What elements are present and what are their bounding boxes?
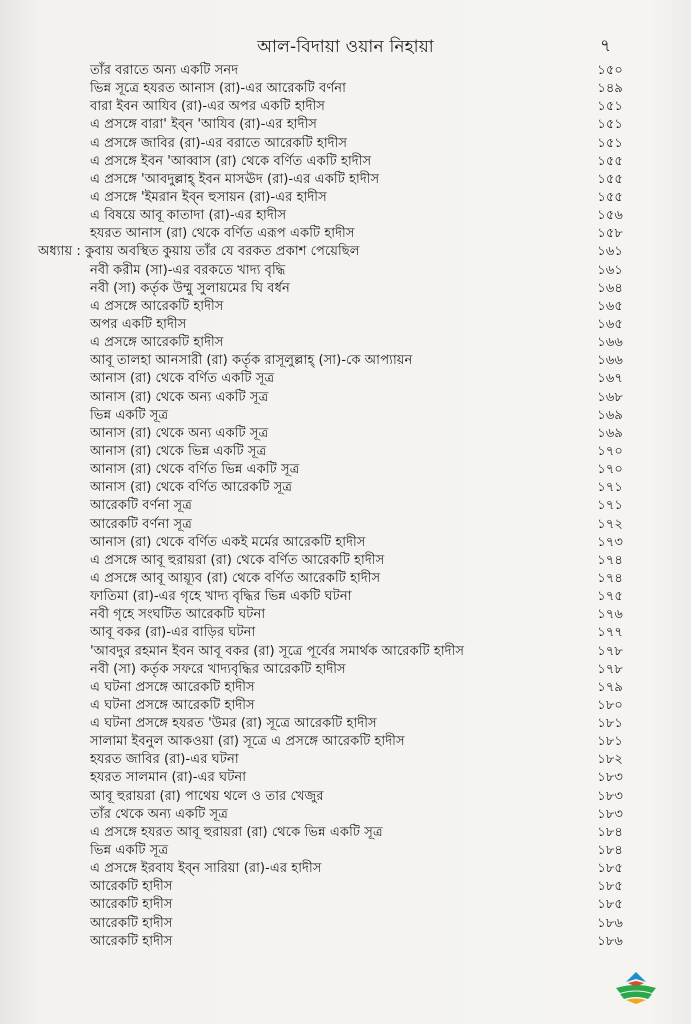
running-header-title: আল-বিদায়া ওয়ান নিহায়া xyxy=(257,37,434,57)
toc-page-number: ১৮৫ xyxy=(597,879,623,895)
toc-page-number: ১৭৪ xyxy=(597,570,623,586)
toc-page-number: ১৮৩ xyxy=(597,788,623,804)
toc-row xyxy=(38,733,623,751)
toc-row xyxy=(38,588,623,606)
toc-entry-title: আনাস (রা) থেকে বর্ণিত ভিন্ন একটি সূত্র xyxy=(90,462,300,478)
toc-row xyxy=(38,552,623,570)
toc-page-number: ১৫০ xyxy=(597,63,623,78)
toc-page-number: ১৬৭ xyxy=(597,371,623,387)
toc-page-number: ১৭৩ xyxy=(597,534,623,550)
toc-row xyxy=(38,425,623,443)
toc-page-number: ১৭৪ xyxy=(597,552,623,568)
toc-page-number: ১৮১ xyxy=(597,716,623,732)
toc-row xyxy=(38,751,623,769)
toc-entry-title: আনাস (রা) থেকে অন্য একটি সূত্র xyxy=(90,389,269,405)
chapter-label: অধ্যায় : xyxy=(38,244,81,260)
toc-page-number: ১৬৫ xyxy=(597,298,623,314)
toc-page-number: ১৫৫ xyxy=(597,171,623,187)
toc-row xyxy=(38,298,623,316)
toc-page-number: ১৭৬ xyxy=(597,607,623,623)
toc-entry-title: এ ঘটনা প্রসঙ্গে হযরত 'উমর (রা) সূত্রে আরেকটি হাদীস xyxy=(90,716,377,732)
toc-entry-title: এ ঘটনা প্রসঙ্গে আরেকটি হাদীস xyxy=(90,679,255,695)
toc-row xyxy=(38,915,623,933)
toc-page-number: ১৮০ xyxy=(597,697,623,713)
toc-row xyxy=(38,769,623,787)
toc-row xyxy=(38,98,623,116)
toc-row xyxy=(38,407,623,425)
toc-row xyxy=(38,389,623,407)
toc-entry-title: আরেকটি বর্ণনা সূত্র xyxy=(90,498,192,514)
toc-entry-title: আরেকটি হাদীস xyxy=(90,897,173,913)
toc-row xyxy=(38,171,623,189)
toc-entry-title: আবূ বকর (রা)-এর বাড়ির ঘটনা xyxy=(90,625,256,641)
toc-row xyxy=(38,824,623,842)
toc-entry-title: আনাস (রা) থেকে বর্ণিত একটি সূত্র xyxy=(90,371,275,387)
chapter-title: কুবায় অবস্থিত কুয়ায় তাঁর যে বরকত প্রকাশ পেয়েছিল xyxy=(85,244,360,260)
toc-row xyxy=(38,62,623,80)
toc-row xyxy=(38,135,623,153)
toc-entry-title: হযরত আনাস (রা) থেকে বর্ণিত এরূপ একটি হাদীস xyxy=(90,226,355,242)
toc-page-number: ১৭০ xyxy=(597,443,623,459)
toc-entry-title: নবী করীম (সা)-এর বরকতে খাদ্য বৃদ্ধি xyxy=(90,262,286,278)
toc-page-number: ১৭৯ xyxy=(597,679,623,695)
toc-row xyxy=(38,352,623,370)
toc-entry-title: এ প্রসঙ্গে 'ইমরান ইব্‌ন হুসায়ন (রা)-এর হাদীস xyxy=(90,189,327,205)
toc-entry-title: নবী (সা) কর্তৃক সফরে খাদ্যবৃদ্ধির আরেকটি হাদীস xyxy=(90,661,346,677)
toc-entry-title xyxy=(38,243,360,261)
toc-page-number: ১৭১ xyxy=(597,480,623,496)
toc-page-number: ১৮৬ xyxy=(597,915,623,931)
toc-page-number: ১৭২ xyxy=(597,516,623,532)
toc-page-number: ১৭১ xyxy=(597,498,623,514)
toc-page-number: ১৮৩ xyxy=(597,806,623,822)
toc-page-number: ১৬৫ xyxy=(597,316,623,332)
toc-page-number: ১৮৩ xyxy=(597,770,623,786)
toc-entry-title: এ বিষয়ে আবূ কাতাদা (রা)-এর হাদীস xyxy=(90,208,287,224)
toc-page-number: ১৬৬ xyxy=(597,353,623,369)
toc-entry-title: 'আবদুর রহমান ইবন আবূ বকর (রা) সূত্রে পূর্বের সমার্থক আরেকটি হাদীস xyxy=(90,643,465,659)
toc-page-number: ১৬৯ xyxy=(597,407,623,423)
toc-entry-title: এ প্রসঙ্গে আরেকটি হাদীস xyxy=(90,335,224,351)
toc-entry-title: নবী গৃহে সংঘটিত আরেকটি ঘটনা xyxy=(90,607,266,623)
toc-chapter-row xyxy=(38,243,623,261)
toc-row xyxy=(38,207,623,225)
toc-entry-title: আনাস (রা) থেকে অন্য একটি সূত্র xyxy=(90,425,269,441)
toc-entry-title: ভিন্ন একটি সূত্র xyxy=(90,407,169,423)
toc-page-number: ১৬৮ xyxy=(597,389,623,405)
toc-entry-title: আরেকটি হাদীস xyxy=(90,915,173,931)
toc-entry-title: আরেকটি বর্ণনা সূত্র xyxy=(90,516,192,532)
toc-entry-title: ফাতিমা (রা)-এর গৃহে খাদ্য বৃদ্ধির ভিন্ন একটি ঘটনা xyxy=(90,589,352,605)
toc-entry-title: এ প্রসঙ্গে হযরত আবূ হুরায়রা (রা) থেকে ভিন্ন একটি সূত্র xyxy=(90,824,383,840)
toc-page-number: ১৫৬ xyxy=(597,208,623,224)
toc-page-number: ১৮৫ xyxy=(597,897,623,913)
toc-page-number: ১৬৪ xyxy=(597,280,623,296)
publisher-logo-icon xyxy=(612,968,660,1006)
toc-page-number: ১৬১ xyxy=(597,262,623,278)
toc-entry-title: এ প্রসঙ্গে 'আবদুল্লাহ্ ইবন মাসঊদ (রা)-এর একটি হাদীস xyxy=(90,171,380,187)
toc-row xyxy=(38,788,623,806)
toc-entry-title: হযরত সালমান (রা)-এর ঘটনা xyxy=(90,770,247,786)
toc-row xyxy=(38,878,623,896)
toc-page-number: ১৫১ xyxy=(597,135,623,151)
toc-entry-title: আবূ তালহা আনসারী (রা) কর্তৃক রাসূলুল্লাহ্ (সা)-কে আপ্যায়ন xyxy=(90,353,413,369)
toc-entry-title: এ প্রসঙ্গে জাবির (রা)-এর বরাতে আরেকটি হাদীস xyxy=(90,135,348,151)
toc-entry-title: বারা ইবন আযিব (রা)-এর অপর একটি হাদীস xyxy=(90,99,325,115)
toc-entry-title: আনাস (রা) থেকে বর্ণিত আরেকটি সূত্র xyxy=(90,480,293,496)
toc-entry-title: এ প্রসঙ্গে বারা' ইব্‌ন 'আযিব (রা)-এর হাদীস xyxy=(90,117,318,133)
toc-page-number: ১৭৮ xyxy=(597,661,623,677)
toc-row xyxy=(38,842,623,860)
toc-entry-title: এ প্রসঙ্গে ইরবায ইব্‌ন সারিয়া (রা)-এর হাদীস xyxy=(90,861,322,877)
toc-page-number: ১৭৫ xyxy=(597,589,623,605)
toc-row xyxy=(38,370,623,388)
toc-row xyxy=(38,479,623,497)
toc-page-number: ১৮১ xyxy=(597,734,623,750)
toc-page-number: ১৮২ xyxy=(597,752,623,768)
toc-page-number: ১৮৪ xyxy=(597,843,623,859)
toc-page-number: ১৫৫ xyxy=(597,153,623,169)
toc-entry-title: এ প্রসঙ্গে ইবন 'আব্বাস (রা) থেকে বর্ণিত একটি হাদীস xyxy=(90,153,372,169)
toc-page-number: ১৫৮ xyxy=(597,226,623,242)
toc-page-number: ১৭৮ xyxy=(597,643,623,659)
toc-entry-title: এ প্রসঙ্গে আরেকটি হাদীস xyxy=(90,298,224,314)
toc-page-number: ১৪৯ xyxy=(597,81,623,97)
toc-row xyxy=(38,461,623,479)
toc-entry-title: আবূ হুরায়রা (রা) পাথেয় থলে ও তার খেজুর xyxy=(90,788,324,804)
toc-page-number: ১৫১ xyxy=(597,117,623,133)
toc-entry-title: অপর একটি হাদীস xyxy=(90,316,187,332)
toc-entry-title: এ প্রসঙ্গে আবূ হুরায়রা (রা) থেকে বর্ণিত আরেকটি হাদীস xyxy=(90,552,385,568)
toc-page-number: ১৫৫ xyxy=(597,189,623,205)
toc-row xyxy=(38,497,623,515)
toc-row xyxy=(38,806,623,824)
toc-row xyxy=(38,280,623,298)
toc-entry-title: আনাস (রা) থেকে বর্ণিত একই মর্মের আরেকটি হাদীস xyxy=(90,534,366,550)
toc-row xyxy=(38,116,623,134)
toc-entry-title: এ প্রসঙ্গে আবূ আয়্যূব (রা) থেকে বর্ণিত আরেকটি হাদীস xyxy=(90,570,381,586)
toc-row xyxy=(38,570,623,588)
toc-row xyxy=(38,516,623,534)
toc-entry-title: তাঁর থেকে অন্য একটি সূত্র xyxy=(90,806,228,822)
toc-page-number: ১৭৭ xyxy=(597,625,623,641)
toc-page-number: ১৬১ xyxy=(597,244,623,260)
toc-entry-title: তাঁর বরাতে অন্য একটি সনদ xyxy=(90,63,239,78)
toc-row xyxy=(38,896,623,914)
toc-row xyxy=(38,316,623,334)
toc-row xyxy=(38,624,623,642)
toc-row xyxy=(38,661,623,679)
toc-row xyxy=(38,606,623,624)
toc-row xyxy=(38,443,623,461)
toc-page-number: ১৬৬ xyxy=(597,335,623,351)
toc-row xyxy=(38,679,623,697)
table-of-contents xyxy=(38,62,623,951)
toc-entry-title: আরেকটি হাদীস xyxy=(90,933,173,949)
toc-entry-title: ভিন্ন একটি সূত্র xyxy=(90,843,169,859)
toc-row xyxy=(38,534,623,552)
toc-page-number: ১৮৫ xyxy=(597,861,623,877)
toc-page-number: ১৭০ xyxy=(597,462,623,478)
toc-entry-title: আরেকটি হাদীস xyxy=(90,879,173,895)
toc-entry-title: হযরত জাবির (রা)-এর ঘটনা xyxy=(90,752,239,768)
toc-row xyxy=(38,80,623,98)
toc-row xyxy=(38,153,623,171)
toc-row xyxy=(38,715,623,733)
toc-row xyxy=(38,860,623,878)
toc-row xyxy=(38,933,623,951)
toc-row xyxy=(38,334,623,352)
toc-row xyxy=(38,697,623,715)
toc-row xyxy=(38,262,623,280)
toc-row xyxy=(38,189,623,207)
toc-entry-title: সালামা ইবনুল আকওয়া (রা) সূত্রে এ প্রসঙ্গে আরেকটি হাদীস xyxy=(90,734,405,750)
toc-entry-title: আনাস (রা) থেকে ভিন্ন একটি সূত্র xyxy=(90,443,267,459)
toc-page-number: ১৬৯ xyxy=(597,425,623,441)
toc-page-number: ১৮৬ xyxy=(597,933,623,949)
toc-row xyxy=(38,643,623,661)
toc-entry-title: এ ঘটনা প্রসঙ্গে আরেকটি হাদীস xyxy=(90,697,255,713)
toc-entry-title: ভিন্ন সূত্রে হযরত আনাস (রা)-এর আরেকটি বর্ণনা xyxy=(90,81,346,97)
page-number: ৭ xyxy=(599,36,611,56)
toc-page-number: ১৫১ xyxy=(597,99,623,115)
toc-entry-title: নবী (সা) কর্তৃক উম্মু সুলায়মের ঘি বর্ধন xyxy=(90,280,290,296)
toc-row xyxy=(38,225,623,243)
toc-page-number: ১৮৪ xyxy=(597,824,623,840)
